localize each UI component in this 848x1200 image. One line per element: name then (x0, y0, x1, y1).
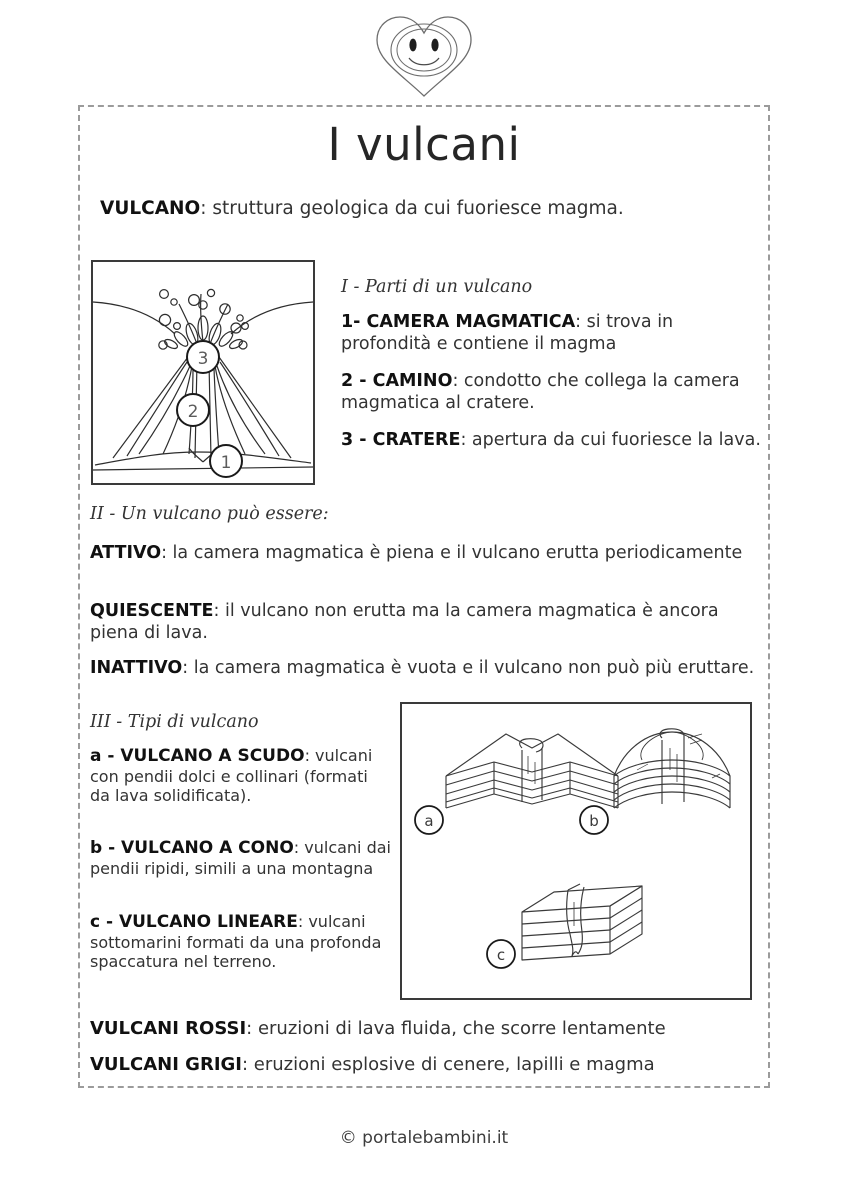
section-2-item-1-term: ATTIVO (90, 543, 162, 563)
section-2-item-2 (90, 600, 755, 644)
svg-text:b: b (589, 812, 599, 830)
section-3-item-1 (90, 746, 390, 806)
red-volcanoes-term: VULCANI ROSSI (90, 1018, 247, 1039)
svg-text:a: a (424, 812, 434, 830)
section-2-item-1 (90, 542, 755, 564)
section-1-item-2-text: : condotto che collega la camera magmatica al cratere. (341, 371, 740, 413)
section-1-item-3-text: : apertura da cui fuoriesce la lava. (460, 430, 761, 450)
page-title: I vulcani (327, 118, 521, 171)
intro-definition (100, 198, 760, 220)
grey-volcanoes-term: VULCANI GRIGI (90, 1054, 242, 1075)
section-3-heading: III - Tipi di vulcano (90, 712, 259, 732)
grey-volcanoes-text: : eruzioni esplosive di cenere, lapilli e magma (242, 1054, 655, 1075)
section-2-item-1-text: : la camera magmatica è piena e il vulcano erutta periodicamente (161, 543, 743, 563)
section-1-item-1 (341, 311, 761, 355)
section-1-item-3-term: 3 - CRATERE (341, 430, 461, 450)
svg-text:1: 1 (220, 453, 232, 473)
intro-term: VULCANO (100, 198, 201, 219)
section-3-item-3-term: c - VULCANO LINEARE (90, 912, 298, 932)
section-1-item-1-term: 1- CAMERA MAGMATICA (341, 312, 576, 332)
heart-smiley-logo (369, 12, 479, 100)
section-3-item-2-text: : vulcani dai pendii ripidi, simili a una montagna (90, 838, 391, 878)
section-3-item-3-text: : vulcani sottomarini formati da una profonda spaccatura nel terreno. (90, 912, 382, 971)
footer-credit: © portalebambini.it (339, 1128, 509, 1148)
volcano-types-diagram (400, 702, 752, 1000)
section-1-item-2 (341, 370, 761, 414)
section-2-item-3-term: INATTIVO (90, 658, 183, 678)
section-3-item-3 (90, 912, 400, 972)
grey-volcanoes-line (90, 1054, 760, 1076)
section-2-item-2-text: : il vulcano non erutta ma la camera magmatica è ancora piena di lava. (90, 601, 719, 643)
red-volcanoes-text: : eruzioni di lava fluida, che scorre lentamente (246, 1018, 666, 1039)
svg-text:c: c (496, 946, 506, 964)
section-1-item-3 (341, 429, 761, 451)
volcano-cross-section-diagram (91, 260, 315, 485)
section-3-item-1-text: : vulcani con pendii dolci e collinari (formati da lava solidificata). (90, 746, 373, 805)
svg-text:2: 2 (187, 402, 199, 422)
section-1-item-2-term: 2 - CAMINO (341, 371, 453, 391)
section-3-item-2 (90, 838, 400, 878)
section-2-item-3 (90, 657, 755, 679)
section-3-item-2-term: b - VULCANO A CONO (90, 838, 294, 858)
section-2-item-2-term: QUIESCENTE (90, 601, 214, 621)
svg-text:3: 3 (197, 349, 209, 369)
intro-text: : struttura geologica da cui fuoriesce magma. (200, 198, 624, 219)
red-volcanoes-line (90, 1018, 760, 1040)
section-2-heading: II - Un vulcano può essere: (90, 504, 329, 524)
section-3-item-1-term: a - VULCANO A SCUDO (90, 746, 305, 766)
section-1-item-1-text: : si trova in profondità e contiene il magma (341, 312, 674, 354)
section-2-item-3-text: : la camera magmatica è vuota e il vulcano non può più eruttare. (182, 658, 755, 678)
section-1-heading: I - Parti di un vulcano (341, 277, 533, 297)
